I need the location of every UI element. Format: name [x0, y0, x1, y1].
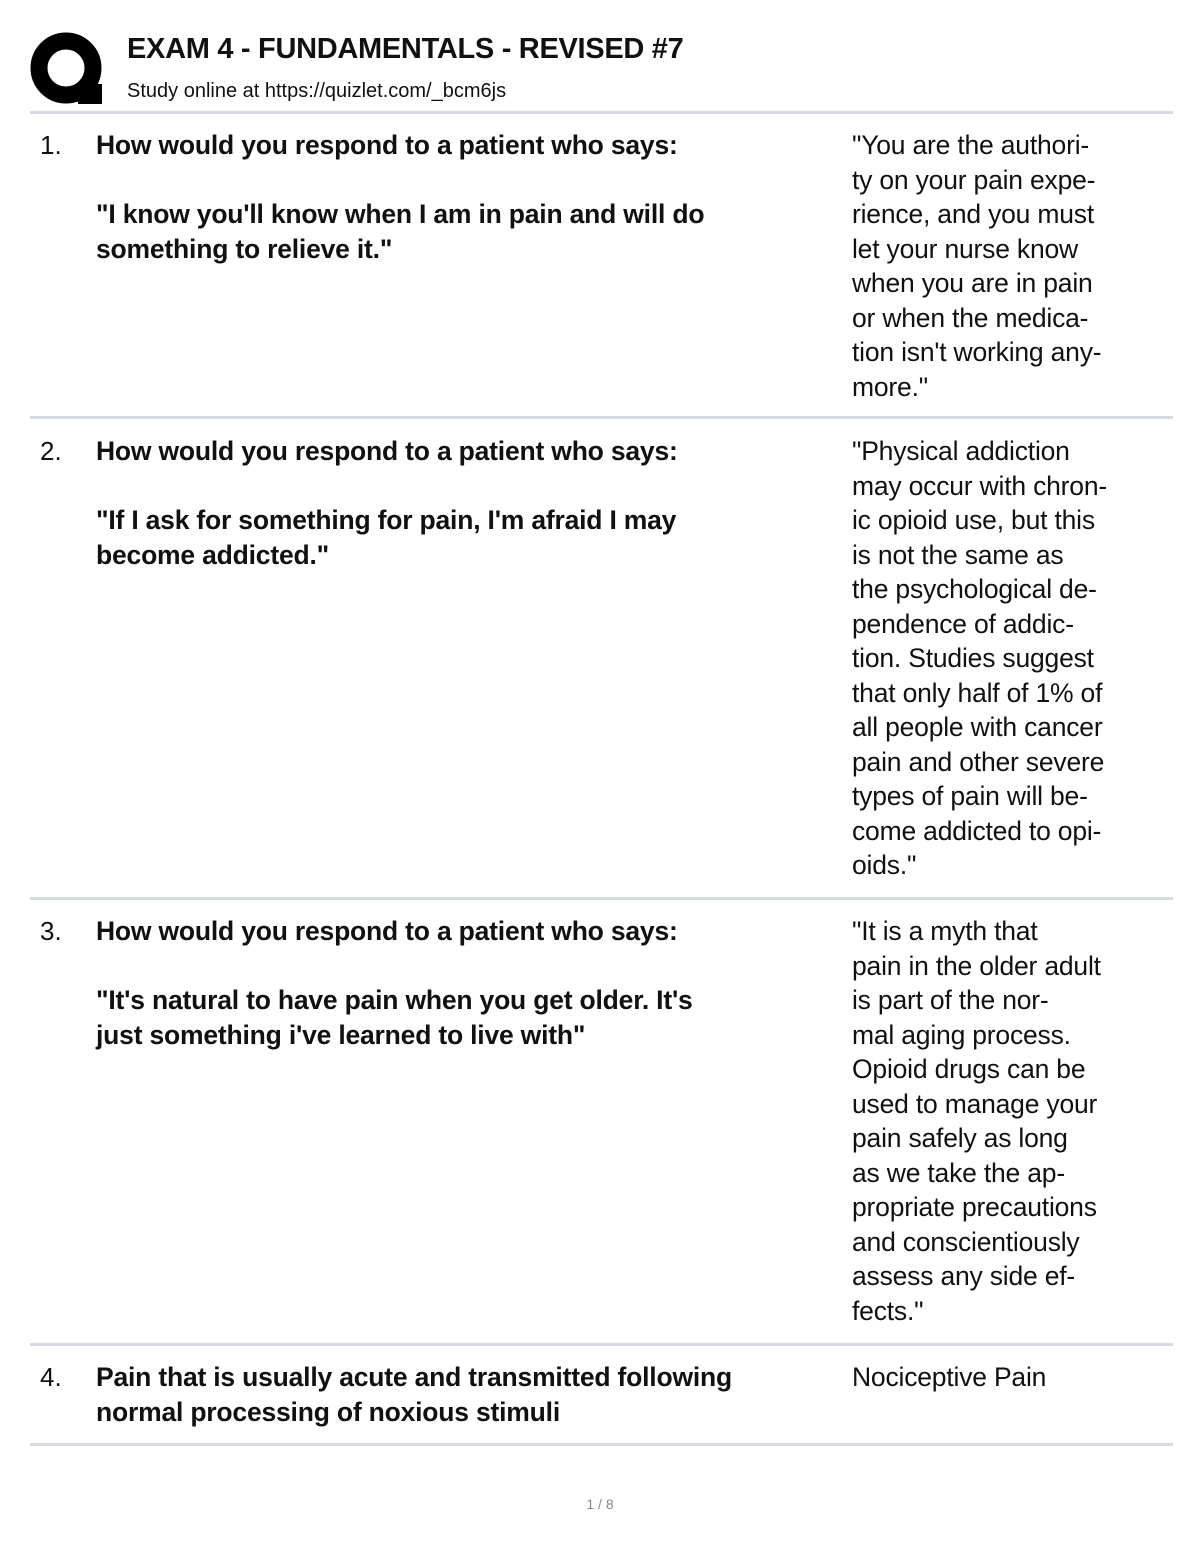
card-number: 4. — [40, 1362, 62, 1392]
card-number: 3. — [40, 916, 62, 946]
card-term: How would you respond to a patient who says: "It's natural to have pain when you get older. It's just something i've learned to live with" — [96, 916, 693, 1050]
card-definition: "It is a myth that pain in the older adult is part of the nor- mal aging process. Opioid drugs can be used to manage your pain safely as long as we take the ap- propriate precautions and conscientiously assess any side ef- fects." — [852, 916, 1101, 1326]
card-definition: Nociceptive Pain — [852, 1362, 1047, 1392]
card-definition: "You are the authori- ty on your pain expe- rience, and you must let your nurse know when you are in pain or when the medica- tion isn't working any- more." — [852, 130, 1102, 402]
divider — [30, 111, 1173, 114]
page-number: 1 / 8 — [586, 1496, 614, 1512]
divider — [30, 416, 1173, 419]
card-definition: "Physical addiction may occur with chron- ic opioid use, but this is not the same as the psychological de- pendence of addic- tion. Studies suggest that only half of 1% of all people with cancer pain and other severe types of pain will be- come addicted to opi- oids." — [852, 436, 1107, 880]
quizlet-logo-icon — [30, 30, 106, 106]
card-term: How would you respond to a patient who says: "I know you'll know when I am in pain and will do something to relieve it." — [96, 130, 705, 264]
study-link[interactable]: Study online at https://quizlet.com/_bcm6js — [127, 80, 507, 102]
card-number: 1. — [40, 130, 62, 160]
divider — [30, 1343, 1173, 1346]
page-title: EXAM 4 - FUNDAMENTALS - REVISED #7 — [127, 33, 684, 65]
card-term: Pain that is usually acute and transmitted following normal processing of noxious stimuli — [96, 1362, 733, 1427]
card-term: How would you respond to a patient who says: "If I ask for something for pain, I'm afraid I may become addicted." — [96, 436, 678, 570]
divider — [30, 1443, 1173, 1446]
card-number: 2. — [40, 436, 62, 466]
divider — [30, 897, 1173, 900]
